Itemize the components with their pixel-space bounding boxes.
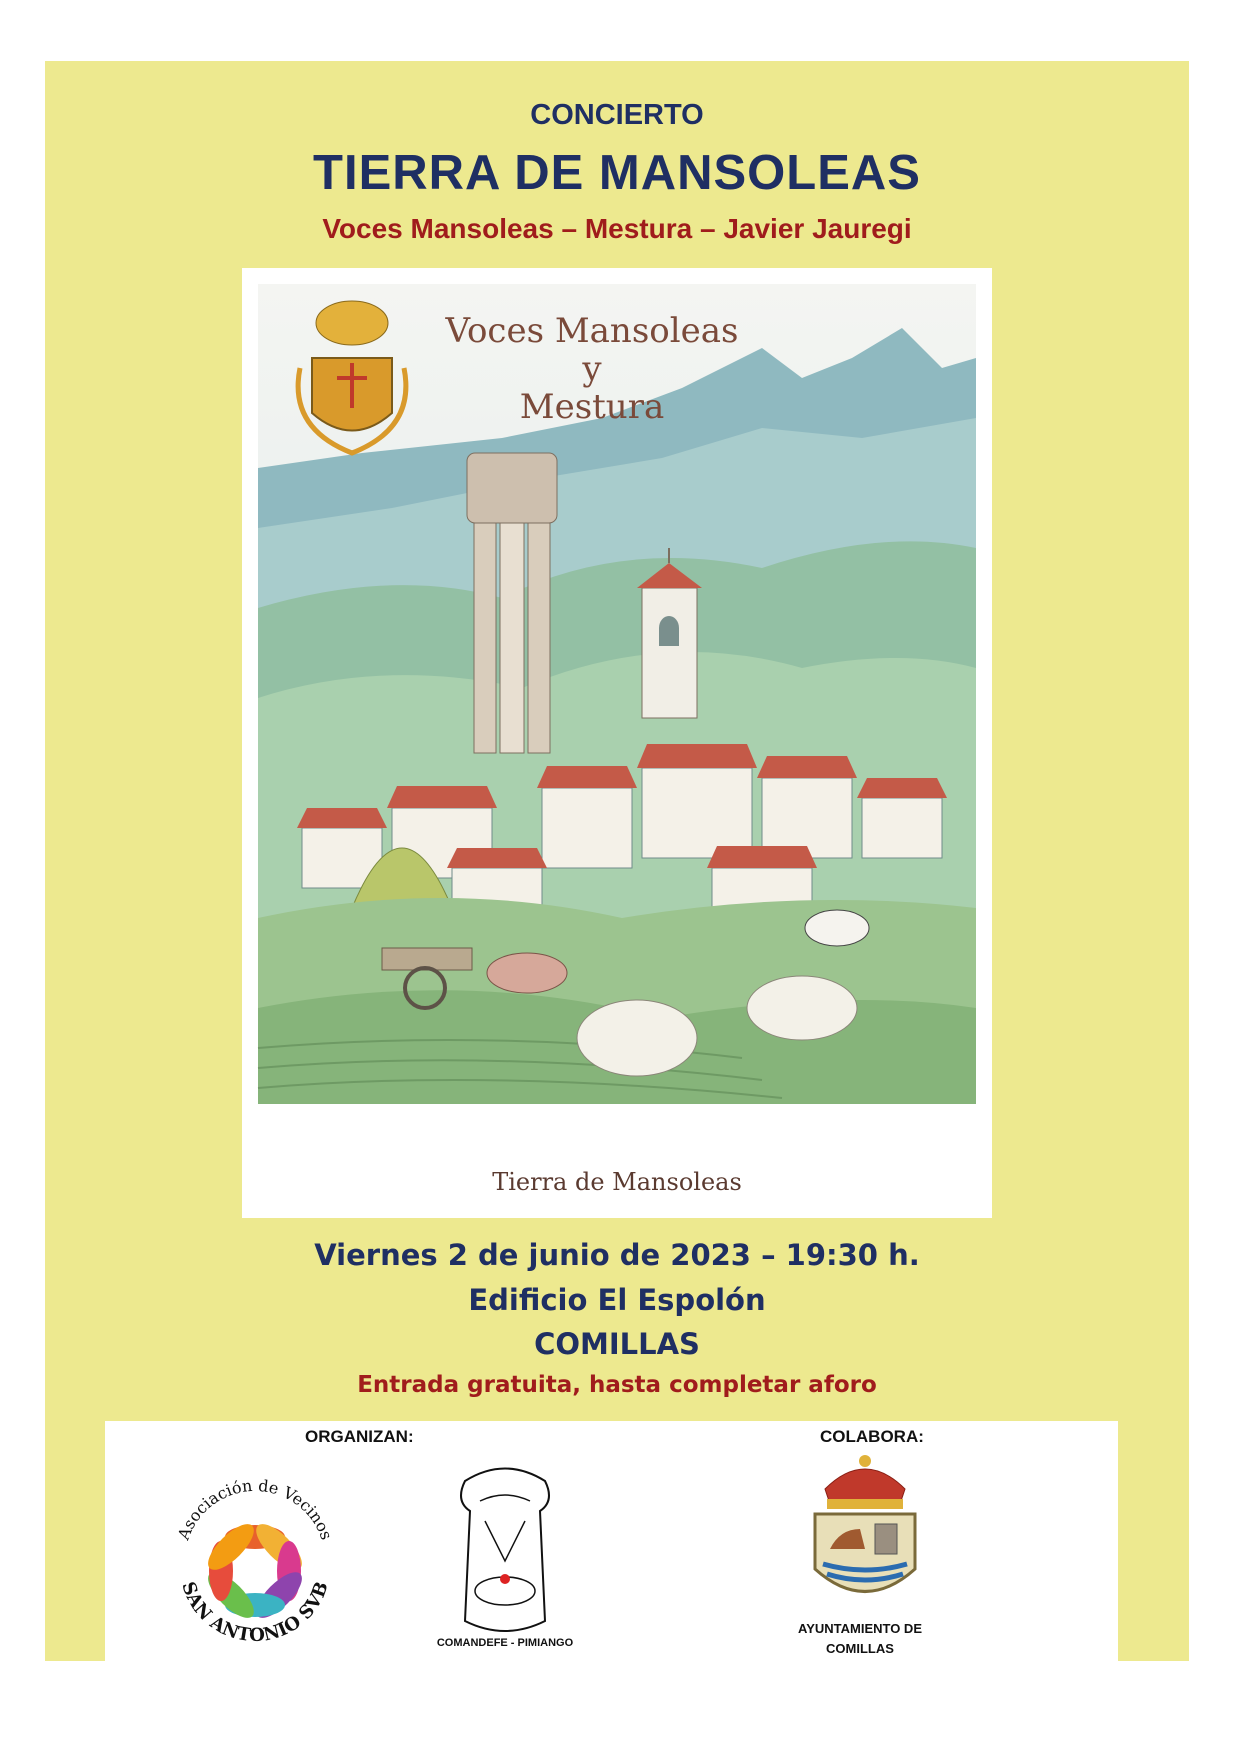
- cover-title-line2: y: [582, 349, 602, 389]
- poster: [45, 61, 1189, 1661]
- cover-title: [412, 312, 772, 426]
- avv-san-antonio-logo: [155, 1461, 355, 1661]
- ayuntamiento-caption: [745, 1619, 975, 1659]
- performers-line: Voces Mansoleas – Mestura – Javier Jauregi: [322, 213, 912, 244]
- ayuntamiento-comillas-crest: [795, 1449, 935, 1619]
- comandefe-caption: COMANDEFE - PIMIANGO: [436, 1637, 574, 1649]
- concert-label: CONCIERTO: [530, 99, 704, 131]
- ayuntamiento-caption-line1: AYUNTAMIENTO DE: [798, 1621, 922, 1636]
- ayuntamiento-caption-line2: COMILLAS: [826, 1641, 894, 1656]
- cover-title-line3: Mestura: [519, 387, 665, 427]
- cover-footer-title: Tierra de Mansoleas: [492, 1168, 742, 1196]
- avv-logo-top-text: Asociación de Vecinos: [173, 1475, 337, 1543]
- event-venue: Edificio El Espolón: [468, 1283, 766, 1317]
- collaborator-label: COLABORA:: [820, 1427, 924, 1446]
- event-town: COMILLAS: [534, 1327, 700, 1361]
- sponsors-panel: [105, 1421, 1118, 1661]
- event-date: Viernes 2 de junio de 2023 – 19:30 h.: [314, 1238, 920, 1272]
- album-cover: [242, 268, 992, 1218]
- organizers-label: ORGANIZAN:: [305, 1427, 414, 1446]
- cover-title-line1: Voces Mansoleas: [445, 311, 739, 351]
- avv-logo-bottom-text: SAN ANTONIO SVB: [177, 1578, 333, 1647]
- entry-note: Entrada gratuita, hasta completar aforo: [357, 1372, 877, 1398]
- concert-title: TIERRA DE MANSOLEAS: [313, 146, 921, 200]
- comandefe-pimiango-logo: [425, 1461, 585, 1651]
